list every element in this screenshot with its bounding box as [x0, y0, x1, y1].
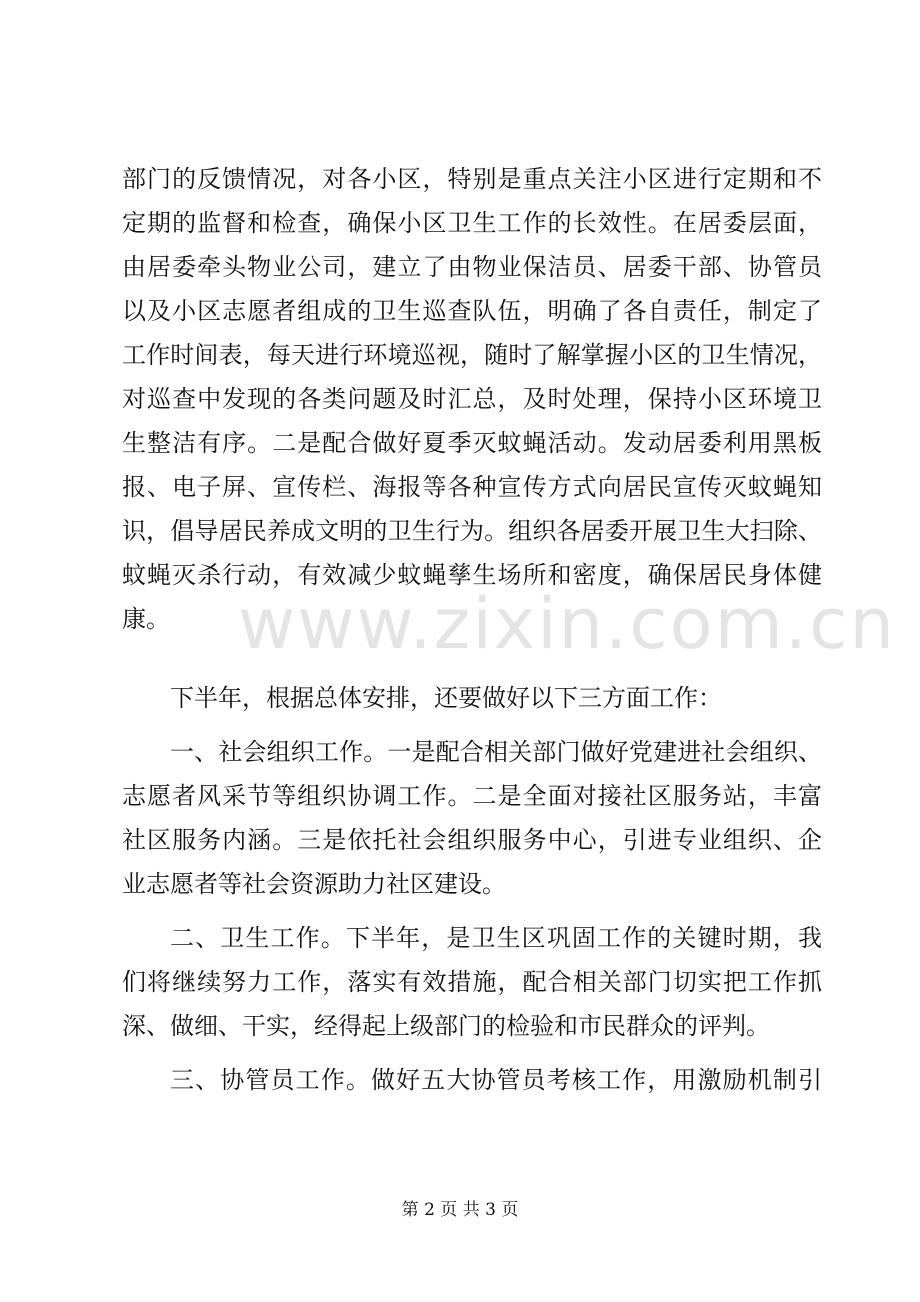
text-line: 们将继续努力工作，落实有效措施，配合相关部门切实把工作抓 [122, 968, 822, 996]
text-line: 由居委牵头物业公司，建立了由物业保洁员、居委干部、协管员 [122, 253, 822, 281]
paragraph-line: 二、卫生工作。下半年，是卫生区巩固工作的关键时期，我 [170, 924, 822, 952]
text-line: 以及小区志愿者组成的卫生巡查队伍，明确了各自责任，制定了 [122, 297, 822, 325]
text-line: 蚊蝇灭杀行动，有效减少蚊蝇孳生场所和密度，确保居民身体健 [122, 561, 822, 589]
text-line: 对巡查中发现的各类问题及时汇总，及时处理，保持小区环境卫 [122, 385, 822, 413]
text-line: 定期的监督和检查，确保小区卫生工作的长效性。在居委层面， [122, 209, 822, 237]
paragraph-line: 下半年，根据总体安排，还要做好以下三方面工作： [170, 684, 722, 712]
text-line: 报、电子屏、宣传栏、海报等各种宣传方式向居民宣传灭蚊蝇知 [122, 473, 822, 501]
text-line: 社区服务内涵。三是依托社会组织服务中心，引进专业组织、企 [122, 826, 822, 854]
paragraph-line: 三、协管员工作。做好五大协管员考核工作，用激励机制引 [170, 1066, 822, 1094]
text-line: 志愿者风采节等组织协调工作。二是全面对接社区服务站，丰富 [122, 782, 822, 810]
page-footer: 第 2 页 共 3 页 [401, 1200, 519, 1220]
text-line: 生整洁有序。二是配合做好夏季灭蚊蝇活动。发动居委利用黑板 [122, 429, 822, 457]
text-line: 部门的反馈情况，对各小区，特别是重点关注小区进行定期和不 [122, 165, 822, 193]
watermark: www.zixin.com.cn [238, 583, 896, 665]
text-line: 康。 [122, 605, 170, 633]
text-line: 深、做细、干实，经得起上级部门的检验和市民群众的评判。 [122, 1012, 770, 1040]
text-line: 识，倡导居民养成文明的卫生行为。组织各居委开展卫生大扫除、 [122, 517, 822, 545]
text-line: 业志愿者等社会资源助力社区建设。 [122, 870, 506, 898]
paragraph-line: 一、社会组织工作。一是配合相关部门做好党建进社会组织、 [170, 738, 822, 766]
text-line: 工作时间表，每天进行环境巡视，随时了解掌握小区的卫生情况， [122, 341, 822, 369]
